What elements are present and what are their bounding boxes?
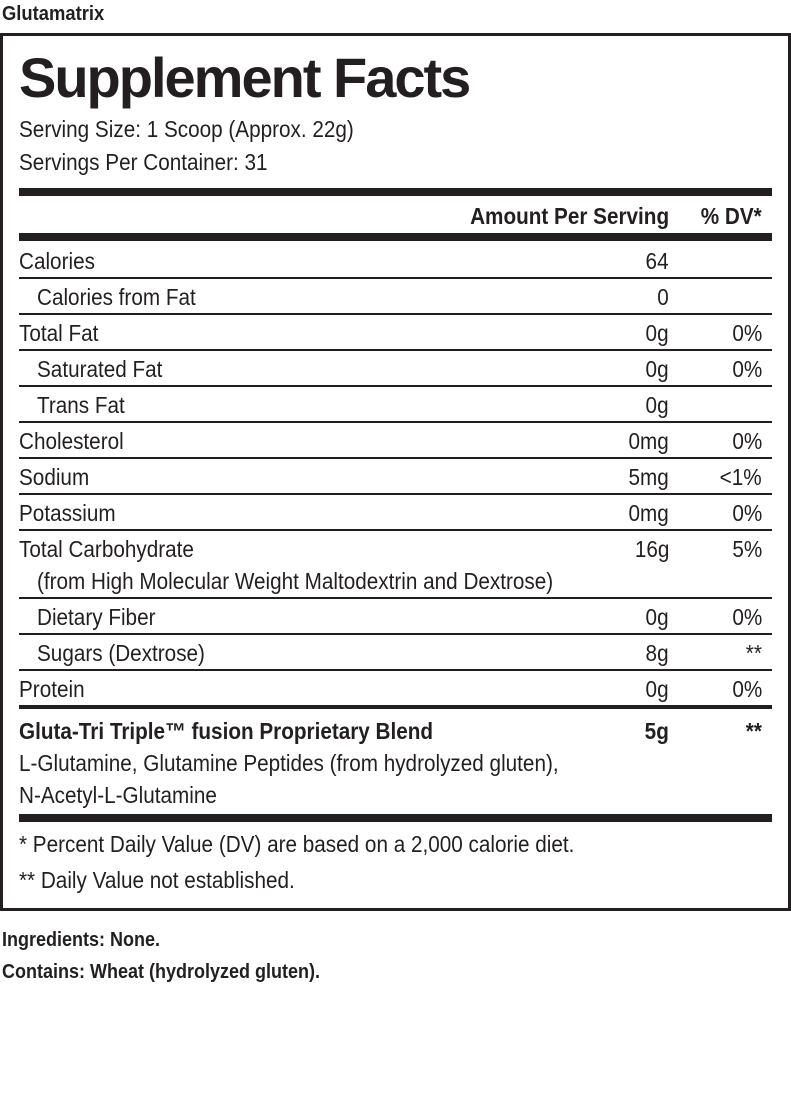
nutrient-dv: 0% xyxy=(732,500,762,526)
nutrient-amount: 0 xyxy=(657,284,669,310)
nutrient-name: Protein xyxy=(19,676,85,702)
divider xyxy=(19,457,772,459)
footnote-dv: * Percent Daily Value (DV) are based on a 2,000 calorie diet. xyxy=(19,831,575,857)
nutrient-amount: 0g xyxy=(645,320,669,346)
divider xyxy=(19,421,772,423)
nutrient-dv: ** xyxy=(745,640,762,666)
blend-name: Gluta-Tri Triple™ fusion Proprietary Blend xyxy=(19,718,434,744)
divider xyxy=(19,669,772,671)
nutrient-dv: 0% xyxy=(732,604,762,630)
divider xyxy=(19,385,772,387)
nutrient-amount: 64 xyxy=(645,248,669,274)
nutrient-name: Total Fat xyxy=(19,320,99,346)
nutrient-name: Potassium xyxy=(19,500,116,526)
divider xyxy=(19,277,772,279)
nutrient-name: Sodium xyxy=(19,464,90,490)
proprietary-blend-row xyxy=(19,717,772,813)
serving-size: Serving Size: 1 Scoop (Approx. 22g) xyxy=(19,116,354,142)
blend-dv: ** xyxy=(745,718,762,744)
nutrient-row-total-carbohydrate xyxy=(19,535,772,595)
nutrient-name: Sugars (Dextrose) xyxy=(37,640,205,666)
divider-medium xyxy=(19,705,772,709)
panel-title: Supplement Facts xyxy=(19,46,470,109)
nutrient-name: Calories xyxy=(19,248,95,274)
servings-per-container: Servings Per Container: 31 xyxy=(19,149,268,175)
nutrient-dv: 5% xyxy=(732,536,762,562)
nutrient-name: Calories from Fat xyxy=(37,284,196,310)
nutrient-dv: <1% xyxy=(719,464,762,490)
nutrient-dv: 0% xyxy=(732,428,762,454)
allergen-statement: Contains: Wheat (hydrolyzed gluten). xyxy=(2,961,321,983)
supplement-facts-panel xyxy=(0,33,791,911)
divider xyxy=(19,349,772,351)
divider-thick xyxy=(19,188,772,196)
ingredients-statement: Ingredients: None. xyxy=(2,929,161,951)
nutrient-amount: 0g xyxy=(645,392,669,418)
nutrient-dv: 0% xyxy=(732,320,762,346)
nutrient-dv: 0% xyxy=(732,356,762,382)
divider xyxy=(19,529,772,531)
divider xyxy=(19,633,772,635)
divider-thick xyxy=(19,233,772,241)
carbohydrate-source-note: (from High Molecular Weight Maltodextrin and Dextrose) xyxy=(37,568,554,594)
dv-header: % DV* xyxy=(701,203,762,229)
nutrient-name: Cholesterol xyxy=(19,428,124,454)
blend-ingredients-line-1: L-Glutamine, Glutamine Peptides (from hydrolyzed gluten), xyxy=(19,750,559,776)
nutrient-name: Trans Fat xyxy=(37,392,125,418)
nutrient-amount: 5mg xyxy=(628,464,669,490)
nutrient-name: Saturated Fat xyxy=(37,356,163,382)
nutrient-name: Dietary Fiber xyxy=(37,604,156,630)
nutrient-amount: 16g xyxy=(634,536,669,562)
nutrient-amount: 0mg xyxy=(628,500,669,526)
nutrient-amount: 0g xyxy=(645,356,669,382)
divider xyxy=(19,597,772,599)
blend-amount: 5g xyxy=(644,718,669,744)
nutrient-name: Total Carbohydrate xyxy=(19,536,194,562)
blend-ingredients-line-2: N-Acetyl-L-Glutamine xyxy=(19,782,217,808)
product-name: Glutamatrix xyxy=(2,3,105,25)
divider-thick xyxy=(19,814,772,822)
divider xyxy=(19,313,772,315)
nutrient-dv: 0% xyxy=(732,676,762,702)
nutrient-amount: 0g xyxy=(645,676,669,702)
nutrient-amount: 0mg xyxy=(628,428,669,454)
nutrient-amount: 0g xyxy=(645,604,669,630)
footnote-not-established: ** Daily Value not established. xyxy=(19,867,295,893)
nutrient-amount: 8g xyxy=(645,640,669,666)
amount-per-serving-header: Amount Per Serving xyxy=(470,203,669,229)
divider xyxy=(19,493,772,495)
